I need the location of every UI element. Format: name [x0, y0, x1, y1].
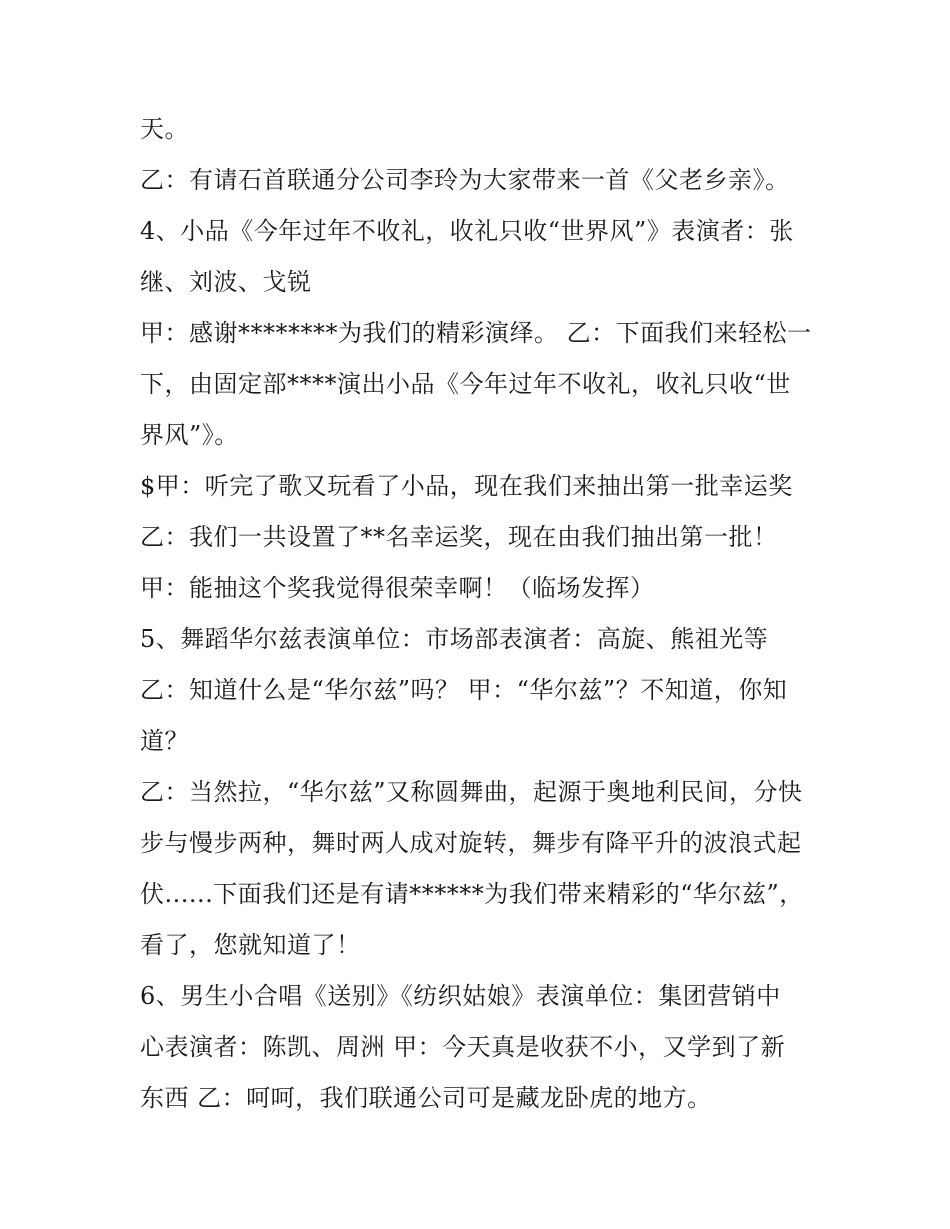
text-line: 步与慢步两种，舞时两人成对旋转，舞步有降平升的波浪式起	[140, 829, 802, 857]
text-line: $甲：听完了歌又玩看了小品，现在我们来抽出第一批幸运奖	[140, 472, 793, 500]
text-line: 乙：知道什么是“华尔兹”吗？ 甲：“华尔兹”？不知道，你知	[140, 676, 788, 704]
text-line: 心表演者：陈凯、周洲 甲：今天真是收获不小，又学到了新	[140, 1033, 786, 1061]
text-line: 界风”》。	[140, 421, 239, 449]
text-line: 乙：当然拉，“华尔兹”又称圆舞曲，起源于奥地利民间，分快	[140, 778, 803, 806]
text-line: 乙：我们一共设置了**名幸运奖，现在由我们抽出第一批！	[140, 523, 778, 551]
text-line: 看了，您就知道了！	[140, 931, 361, 959]
text-line: 道？	[140, 727, 189, 755]
text-line: 甲：能抽这个奖我觉得很荣幸啊！（临场发挥）	[140, 574, 655, 602]
text-line: 天。	[140, 115, 189, 143]
text-line: 甲：感谢********为我们的精彩演绎。 乙：下面我们来轻松一	[140, 319, 812, 347]
text-line: 乙：有请石首联通分公司李玲为大家带来一首《父老乡亲》。	[140, 166, 790, 194]
text-line: 伏......下面我们还是有请******为我们带来精彩的“华尔兹”，	[140, 880, 804, 908]
text-line: 6、男生小合唱《送别》《纺织姑娘》表演单位：集团营销中	[140, 982, 781, 1010]
document-body	[140, 104, 830, 1124]
text-line: 5、舞蹈华尔兹表演单位：市场部表演者：高旋、熊祖光等	[140, 625, 769, 653]
text-line: 4、小品《今年过年不收礼，收礼只收“世界风”》表演者：张	[140, 217, 794, 245]
text-line: 东西 乙：呵呵，我们联通公司可是藏龙卧虎的地方。	[140, 1084, 712, 1112]
text-line: 继、刘波、戈锐	[140, 268, 312, 296]
text-line: 下，由固定部****演出小品《今年过年不收礼，收礼只收“世	[140, 370, 791, 398]
